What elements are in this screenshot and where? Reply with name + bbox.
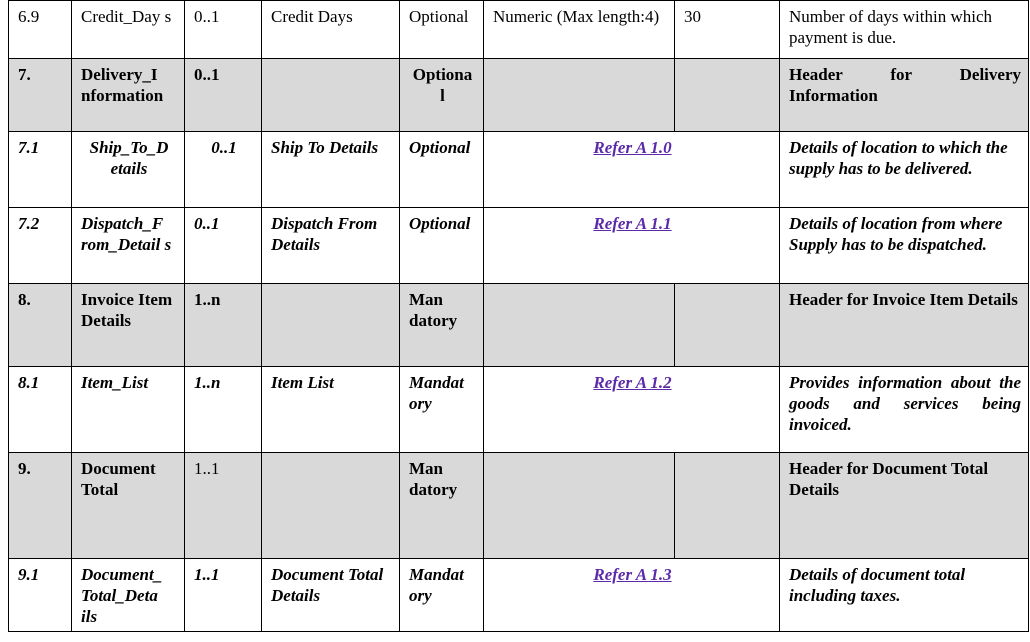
cell-label: Ship To Details [262, 132, 400, 208]
cell-cardinality: 1..n [185, 284, 262, 367]
table-row [9, 367, 1029, 453]
cell-cardinality: 1..1 [185, 453, 262, 559]
cell-no: 8.1 [9, 367, 72, 453]
cell-name: Document Total [72, 453, 185, 559]
cell-requirement: Optional [400, 1, 484, 59]
cell-no: 7.2 [9, 208, 72, 284]
cell-no: 7.1 [9, 132, 72, 208]
cell-description: Header for Document Total Details [780, 453, 1029, 559]
schema-table [8, 0, 1029, 632]
cell-cardinality: 1..1 [185, 559, 262, 632]
cell-sample [675, 284, 780, 367]
cell-requirement: Optional [400, 208, 484, 284]
table-row [9, 284, 1029, 367]
cell-label: Document Total Details [262, 559, 400, 632]
refer-link[interactable]: Refer A 1.3 [593, 565, 672, 584]
cell-no: 6.9 [9, 1, 72, 59]
table-row [9, 59, 1029, 132]
refer-link[interactable]: Refer A 1.2 [593, 373, 672, 392]
table-row [9, 559, 1029, 632]
cell-type: Numeric (Max length:4) [484, 1, 675, 59]
cell-cardinality: 0..1 [185, 208, 262, 284]
refer-cell [484, 132, 780, 208]
cell-name: Delivery_I nformation [72, 59, 185, 132]
table-row [9, 453, 1029, 559]
cell-no: 9.1 [9, 559, 72, 632]
cell-no: 9. [9, 453, 72, 559]
cell-no: 7. [9, 59, 72, 132]
cell-sample: 30 [675, 1, 780, 59]
table-row [9, 208, 1029, 284]
cell-description: Header for Delivery Information [780, 59, 1029, 132]
table-row [9, 1, 1029, 59]
refer-cell [484, 367, 780, 453]
cell-requirement: Optional [400, 132, 484, 208]
cell-description: Header for Invoice Item Details [780, 284, 1029, 367]
cell-cardinality: 0..1 [185, 1, 262, 59]
cell-label: Item List [262, 367, 400, 453]
cell-description: Provides information about the goods and services being invoiced. [780, 367, 1029, 453]
cell-requirement: Mandat ory [400, 559, 484, 632]
cell-sample [675, 453, 780, 559]
cell-no: 8. [9, 284, 72, 367]
cell-requirement: Optiona l [400, 59, 484, 132]
cell-name: Invoice Item Details [72, 284, 185, 367]
cell-type [484, 284, 675, 367]
cell-sample [675, 59, 780, 132]
cell-name: Dispatch_F rom_Detail s [72, 208, 185, 284]
cell-label [262, 284, 400, 367]
cell-label: Dispatch From Details [262, 208, 400, 284]
refer-cell [484, 559, 780, 632]
cell-description: Details of location to which the supply has to be delivered. [780, 132, 1029, 208]
cell-requirement: Man datory [400, 453, 484, 559]
cell-requirement: Man datory [400, 284, 484, 367]
cell-type [484, 59, 675, 132]
cell-label: Credit Days [262, 1, 400, 59]
cell-cardinality: 1..n [185, 367, 262, 453]
cell-description: Details of location from where Supply has to be dispatched. [780, 208, 1029, 284]
cell-type [484, 453, 675, 559]
cell-cardinality: 0..1 [185, 59, 262, 132]
cell-name: Item_List [72, 367, 185, 453]
cell-description: Number of days within which payment is due. [780, 1, 1029, 59]
cell-description: Details of document total including taxes. [780, 559, 1029, 632]
cell-name: Ship_To_D etails [72, 132, 185, 208]
cell-name: Credit_Day s [72, 1, 185, 59]
cell-label [262, 453, 400, 559]
table-row [9, 132, 1029, 208]
refer-cell [484, 208, 780, 284]
cell-cardinality: 0..1 [185, 132, 262, 208]
cell-requirement: Mandat ory [400, 367, 484, 453]
cell-label [262, 59, 400, 132]
refer-link[interactable]: Refer A 1.1 [593, 214, 672, 233]
cell-name: Document_ Total_Deta ils [72, 559, 185, 632]
refer-link[interactable]: Refer A 1.0 [593, 138, 672, 157]
